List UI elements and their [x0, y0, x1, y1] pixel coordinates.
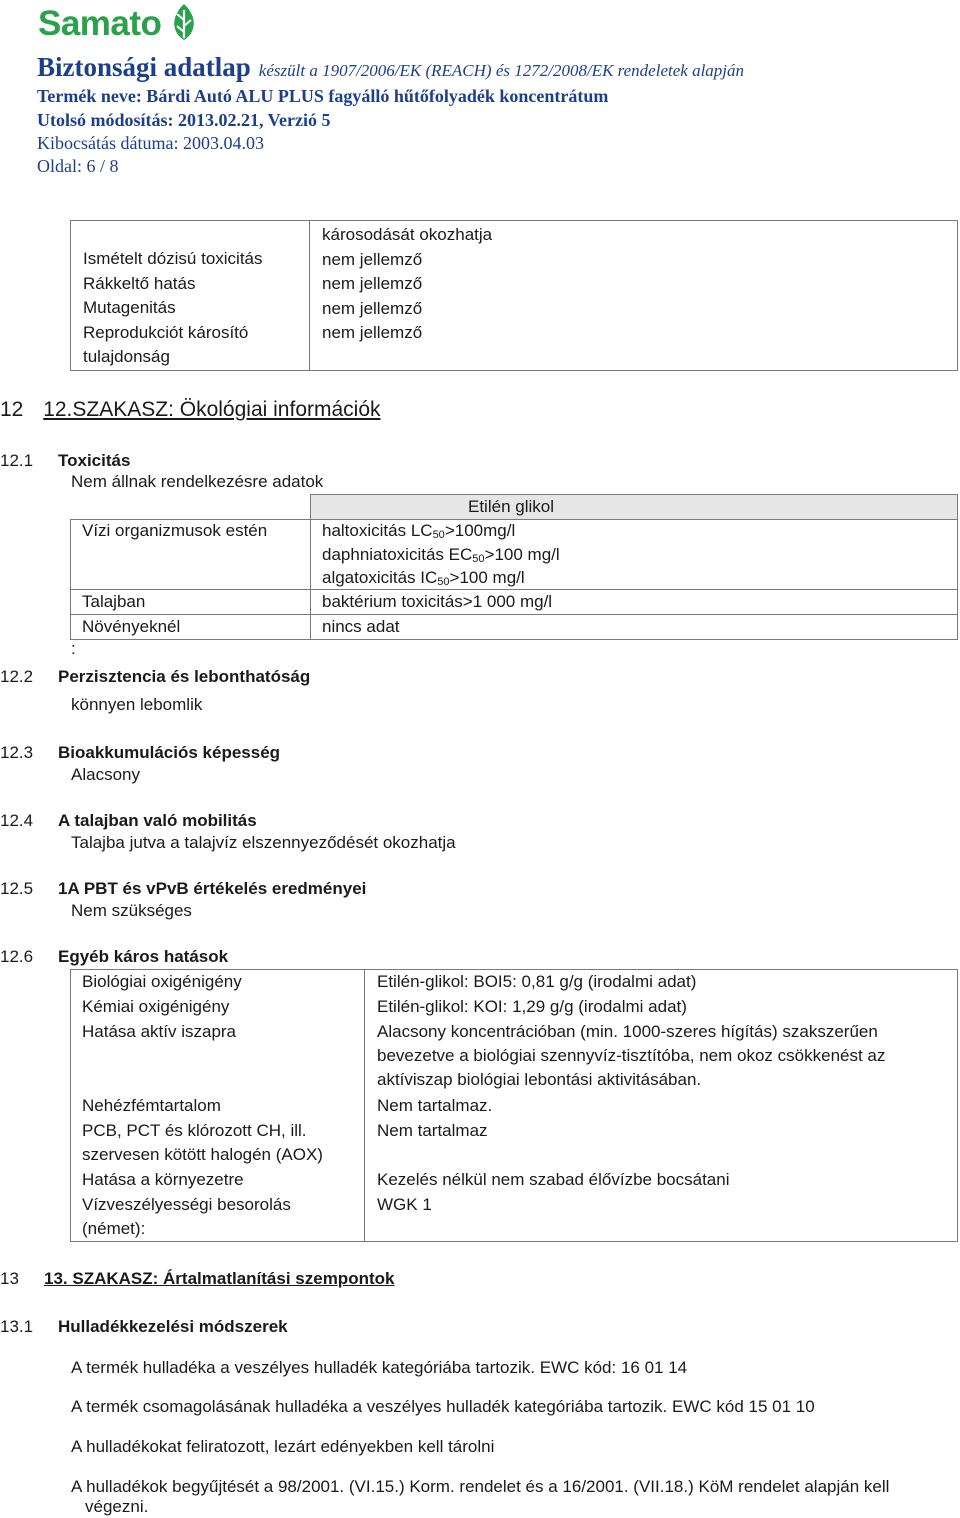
effect-value: Kezelés nélkül nem szabad élővízbe bocsátani: [377, 1170, 730, 1189]
mobility-text: Talajba jutva a talajvíz elszennyeződését okozhatja: [71, 833, 456, 852]
subsection-title: Bioakkumulációs képesség: [58, 743, 281, 762]
product-name: Termék neve: Bárdi Autó ALU PLUS fagyálló hűtőfolyadék koncentrátum: [37, 86, 609, 106]
aquatic-limit: >100 mg/l: [449, 568, 525, 587]
aquatic-test: haltoxicitás LC: [322, 521, 433, 540]
section-number: 12: [0, 398, 24, 421]
tox-label: Reprodukciót károsító: [83, 322, 249, 342]
waste-paragraph: A hulladékokat feliratozott, lezárt edényekben kell tárolni: [71, 1437, 495, 1456]
eco-cell: [310, 614, 958, 640]
subsection-12-1: [0, 450, 131, 472]
persistence-text: könnyen lebomlik: [71, 695, 203, 714]
tox-label: tulajdonság: [83, 347, 170, 366]
effect-label: PCB, PCT és klórozott CH, ill.: [82, 1121, 307, 1140]
section-12-heading: [0, 398, 381, 422]
effect-value: Alacsony koncentrációban (min. 1000-szeres hígítás) szakszerűen: [377, 1022, 878, 1041]
subsection-number: 12.4: [0, 811, 34, 830]
aquatic-label: Vízi organizmusok estén: [82, 521, 268, 540]
subsection-number: 12.2: [0, 667, 34, 686]
regulation-note: készült a 1907/2006/EK (REACH) és 1272/2008/EK rendeletek alapján: [258, 61, 745, 80]
aquatic-value: [322, 544, 560, 568]
tox-value: nem jellemző: [322, 249, 423, 269]
tox-value: nem jellemző: [322, 298, 423, 318]
effect-label: Vízveszélyességi besorolás: [82, 1195, 291, 1214]
subsection-12-3: [0, 742, 281, 764]
subsection-number: 12.3: [0, 743, 34, 762]
effect-label: Nehézfémtartalom: [82, 1096, 221, 1115]
effect-label: Kémiai oxigénigény: [82, 997, 230, 1016]
leaf-icon: [167, 2, 201, 47]
subsection-number: 12.1: [0, 451, 34, 470]
effect-value: WGK 1: [377, 1195, 432, 1214]
page-number: Oldal: 6 / 8: [37, 156, 119, 176]
section-13-heading: [0, 1268, 395, 1290]
tox-value: károsodását okozhatja: [322, 225, 493, 244]
effect-value: Nem tartalmaz.: [377, 1096, 493, 1115]
subsection-number: 12.6: [0, 947, 34, 966]
subsection-title: Hulladékkezelési módszerek: [58, 1317, 288, 1336]
subsection-13-1: [0, 1316, 288, 1338]
subsection-12-4: [0, 810, 257, 832]
effect-value: aktíviszap biológiai lebontási aktivitásában.: [377, 1070, 702, 1089]
effect-value: Etilén-glikol: BOI5: 0,81 g/g (irodalmi adat): [377, 972, 697, 991]
sds-title: [37, 52, 744, 83]
plants-label: Növényeknél: [82, 617, 181, 636]
aquatic-limit: >100mg/l: [444, 521, 516, 540]
tox-label: Mutagenitás: [83, 298, 176, 317]
section-title: 13. SZAKASZ: Ártalmatlanítási szempontok: [44, 1269, 395, 1288]
subsection-title: Perzisztencia és lebonthatóság: [58, 667, 311, 686]
soil-label: Talajban: [82, 592, 146, 611]
subsection-12-2: [0, 666, 311, 688]
soil-value: baktérium toxicitás>1 000 mg/l: [322, 592, 553, 611]
toxicology-table: [70, 220, 958, 371]
tox-value: nem jellemző: [322, 323, 423, 342]
waste-paragraph: A termék hulladéka a veszélyes hulladék kategóriába tartozik. EWC kód: 16 01 14: [71, 1358, 688, 1377]
waste-paragraph: végezni.: [85, 1497, 149, 1516]
effect-value: Nem tartalmaz: [377, 1121, 488, 1140]
waste-paragraph: A termék csomagolásának hulladéka a veszélyes hulladék kategóriába tartozik. EWC kód 15 01 10: [71, 1397, 815, 1416]
subsection-12-6: [0, 946, 229, 968]
aquatic-test: algatoxicitás IC: [322, 568, 438, 587]
effect-label: Hatása aktív iszapra: [82, 1022, 237, 1041]
aquatic-limit: >100 mg/l: [484, 545, 560, 564]
effect-value: bevezetve a biológiai szennyvíz-tisztítóba, nem okoz csökkenést az: [377, 1046, 886, 1065]
subsection-title: Egyéb káros hatások: [58, 947, 229, 966]
subsection-title: A talajban való mobilitás: [58, 811, 257, 830]
last-modified: Utolsó módosítás: 2013.02.21, Verzió 5: [37, 110, 331, 130]
aquatic-test: daphniatoxicitás EC: [322, 545, 473, 564]
effect-label: Hatása a környezetre: [82, 1170, 244, 1189]
issue-date: Kibocsátás dátuma: 2003.04.03: [37, 133, 264, 153]
toxicity-note: Nem állnak rendelkezésre adatok: [71, 472, 324, 491]
section-number: 13: [0, 1269, 19, 1288]
plants-value: nincs adat: [322, 617, 400, 636]
pbt-text: Nem szükséges: [71, 901, 192, 920]
eco-header-cell: [310, 494, 958, 520]
subscript: 50: [437, 576, 450, 588]
waste-paragraph: A hulladékok begyűjtését a 98/2001. (VI.15.) Korm. rendelet és a 16/2001. (VII.18.) KöM rendelet alapján kell: [71, 1477, 890, 1496]
effect-label: Biológiai oxigénigény: [82, 972, 242, 991]
eco-header: Etilén glikol: [468, 497, 554, 516]
tox-values: [310, 221, 958, 371]
aquatic-value: [322, 520, 515, 544]
section-title: 12.SZAKASZ: Ökológiai információk: [43, 398, 381, 421]
subsection-title: Toxicitás: [58, 451, 131, 470]
effect-label: (német):: [82, 1219, 146, 1238]
colon-mark: :: [71, 639, 76, 658]
bioaccumulation-text: Alacsony: [71, 765, 140, 784]
tox-labels: [71, 221, 310, 371]
effect-value: Etilén-glikol: KOI: 1,29 g/g (irodalmi adat): [377, 997, 687, 1016]
aquatic-value: [322, 567, 525, 591]
company-logo: [38, 2, 201, 46]
tox-label: Ismételt dózisú toxicitás: [83, 249, 263, 268]
logo-text: Samato: [38, 4, 162, 43]
subsection-title: 1A PBT és vPvB értékelés eredményei: [58, 879, 367, 898]
tox-label: Rákkeltő hatás: [83, 273, 196, 293]
subscript: 50: [472, 553, 485, 565]
document-title: Biztonsági adatlap: [37, 52, 251, 82]
subsection-number: 12.5: [0, 879, 34, 898]
tox-value: nem jellemző: [322, 274, 423, 293]
subscript: 50: [432, 529, 445, 541]
subsection-number: 13.1: [0, 1317, 34, 1336]
subsection-12-5: [0, 878, 367, 900]
effect-label: szervesen kötött halogén (AOX): [82, 1145, 323, 1164]
